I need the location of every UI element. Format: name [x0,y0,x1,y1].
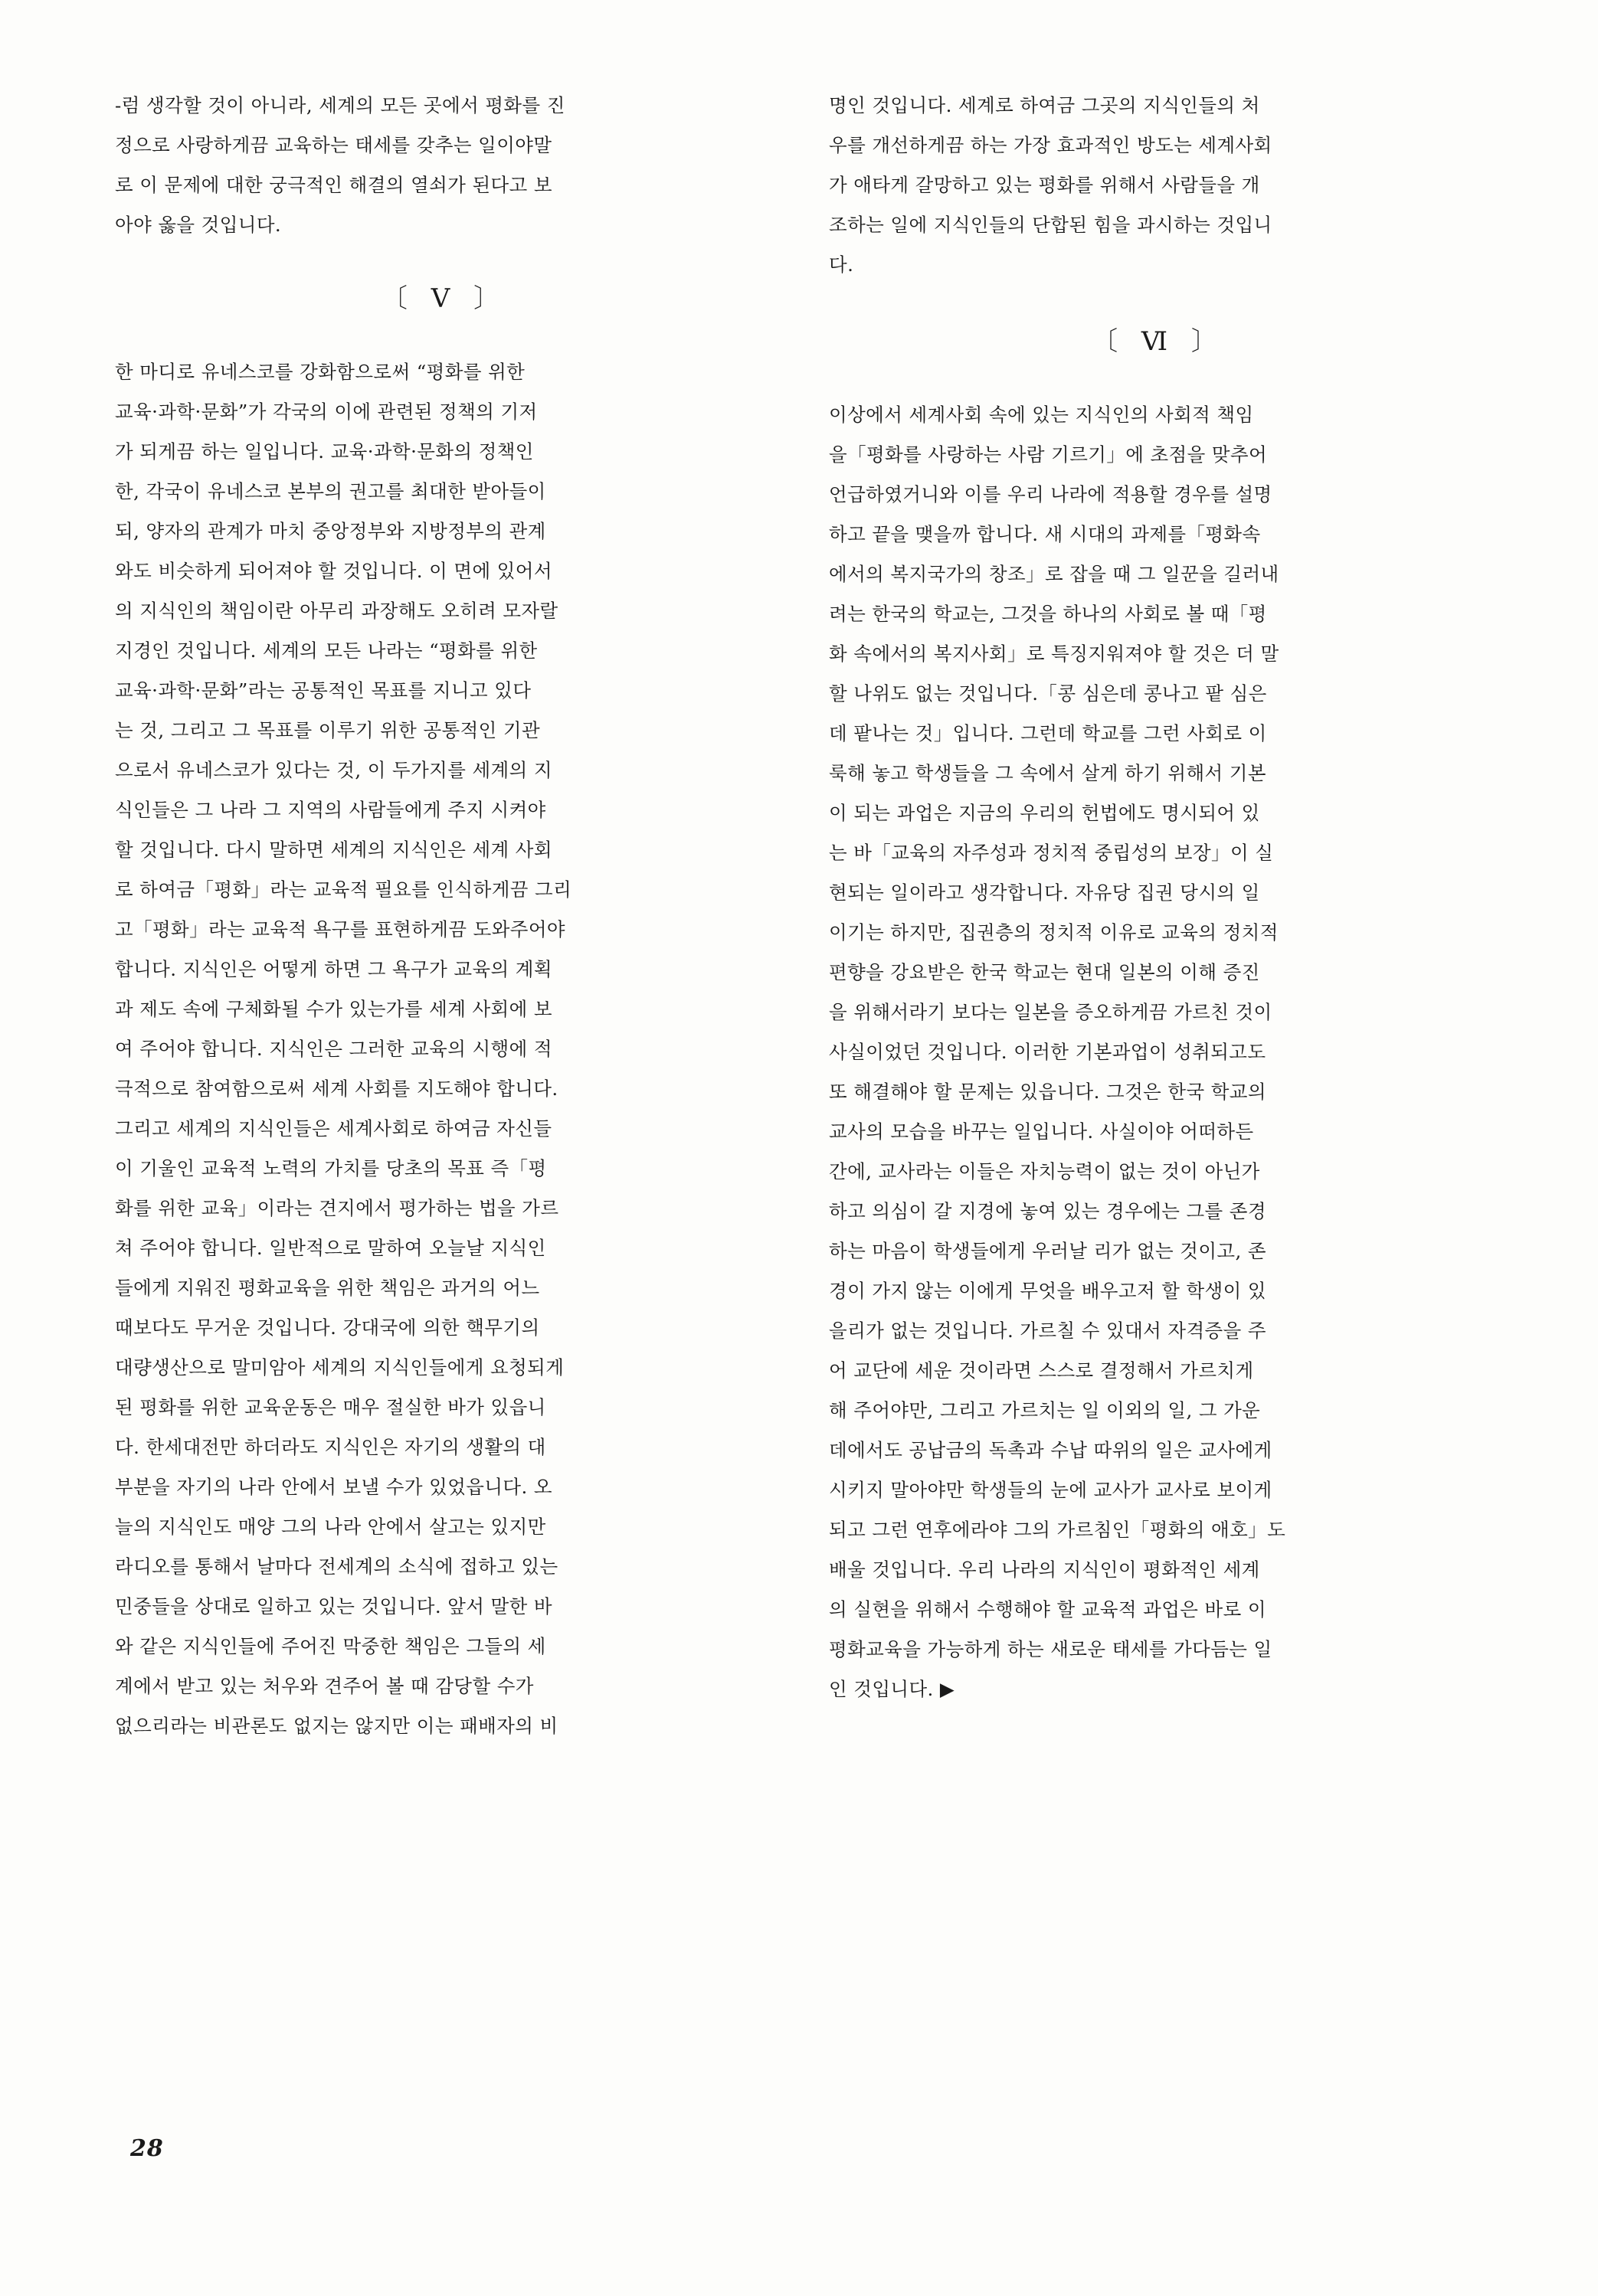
right-intro-paragraph [829,86,1488,285]
left-column [115,86,774,1746]
text-line: 정으로 사랑하게끔 교육하는 태세를 갖추는 일이야말 [115,134,552,156]
text-line: 되고 그런 연후에라야 그의 가르침인「평화의 애호」도 [829,1519,1286,1541]
text-line: 또 해결해야 할 문제는 있읍니다. 그것은 한국 학교의 [829,1081,1266,1103]
text-line: 다. 한세대전만 하더라도 지식인은 자기의 생활의 대 [115,1436,546,1458]
text-line: 합니다. 지식인은 어떻게 하면 그 욕구가 교육의 계획 [115,958,552,980]
text-line: 들에게 지워진 평화교육을 위한 책임은 과거의 어느 [115,1277,540,1299]
text-line: 민중들을 상대로 일하고 있는 것입니다. 앞서 말한 바 [115,1595,552,1617]
text-line: 부분을 자기의 나라 안에서 보낼 수가 있었읍니다. 오 [115,1476,552,1498]
text-line: 하는 마음이 학생들에게 우러날 리가 없는 것이고, 존 [829,1240,1266,1262]
text-line: 명인 것입니다. 세계로 하여금 그곳의 지식인들의 처 [829,94,1260,116]
text-line: 에서의 복지국가의 창조」로 잡을 때 그 일꾼을 길러내 [829,563,1279,585]
text-line: 는 바「교육의 자주성과 정치적 중립성의 보장」이 실 [829,842,1274,864]
text-line: 때보다도 무거운 것입니다. 강대국에 의한 핵무기의 [115,1316,540,1339]
text-line: 사실이었던 것입니다. 이러한 기본과업이 성취되고도 [829,1041,1266,1063]
text-line: 을「평화를 사랑하는 사람 기르기」에 초점을 맞추어 [829,443,1268,466]
text-line: 극적으로 참여함으로써 세계 사회를 지도해야 합니다. [115,1078,558,1100]
text-line: 지경인 것입니다. 세계의 모든 나라는 “평화를 위한 [115,639,538,662]
text-line: 로 이 문제에 대한 궁극적인 해결의 열쇠가 된다고 보 [115,174,552,196]
text-line: 평화교육을 가능하게 하는 새로운 태세를 가다듬는 일 [829,1638,1272,1660]
text-line: 인 것입니다. ▶ [829,1678,955,1700]
text-line: 의 지식인의 책임이란 아무리 과장해도 오히려 모자랄 [115,600,558,622]
text-line: 계에서 받고 있는 처우와 견주어 볼 때 감당할 수가 [115,1675,534,1697]
text-line: 현되는 일이라고 생각합니다. 자유당 집권 당시의 일 [829,881,1260,904]
text-line: 화를 위한 교육」이라는 견지에서 평가하는 법을 가르 [115,1197,559,1219]
text-line: 식인들은 그 나라 그 지역의 사람들에게 주지 시켜야 [115,799,546,821]
left-intro-paragraph [115,86,774,245]
text-line: 이 되는 과업은 지금의 우리의 헌법에도 명시되어 있 [829,802,1260,824]
text-line: 교육·과학·문화”라는 공통적인 목표를 지니고 있다 [115,679,532,702]
section-v-paragraph [115,352,774,1746]
text-line: 하고 의심이 갈 지경에 놓여 있는 경우에는 그를 존경 [829,1200,1266,1222]
section-heading-v: 〔 V 〕 [381,283,508,314]
text-line: 하고 끝을 맺을까 합니다. 새 시대의 과제를「평화속 [829,523,1261,545]
text-line: 된 평화를 위한 교육운동은 매우 절실한 바가 있읍니 [115,1396,546,1418]
text-line: 을 위해서라기 보다는 일본을 증오하게끔 가르친 것이 [829,1001,1272,1023]
text-line: 어 교단에 세운 것이라면 스스로 결정해서 가르치게 [829,1359,1254,1382]
text-line: 해 주어야만, 그리고 가르치는 일 이외의 일, 그 가운 [829,1399,1261,1421]
text-line: 간에, 교사라는 이들은 자치능력이 없는 것이 아닌가 [829,1160,1260,1182]
text-line: 는 것, 그리고 그 목표를 이루기 위한 공통적인 기관 [115,719,541,741]
text-line: 교사의 모습을 바꾸는 일입니다. 사실이야 어떠하든 [829,1120,1254,1143]
text-line: 려는 한국의 학교는, 그것을 하나의 사회로 볼 때「평 [829,603,1267,625]
text-line: 그리고 세계의 지식인들은 세계사회로 하여금 자신들 [115,1117,552,1140]
section-heading-vi: 〔 Ⅵ 〕 [1092,326,1225,357]
text-line: 조하는 일에 지식인들의 단합된 힘을 과시하는 것입니 [829,214,1272,236]
text-line: 라디오를 통해서 날마다 전세계의 소식에 접하고 있는 [115,1555,558,1578]
text-line: 데에서도 공납금의 독촉과 수납 따위의 일은 교사에게 [829,1439,1272,1461]
text-line: 편향을 강요받은 한국 학교는 현대 일본의 이해 증진 [829,961,1260,983]
text-line: 한 마디로 유네스코를 강화함으로써 “평화를 위한 [115,361,526,383]
text-line: 이 기울인 교육적 노력의 가치를 당초의 목표 즉「평 [115,1157,547,1179]
text-line: 이상에서 세계사회 속에 있는 지식인의 사회적 책임 [829,404,1254,426]
text-line: 우를 개선하게끔 하는 가장 효과적인 방도는 세계사회 [829,134,1272,156]
text-line: 할 것입니다. 다시 말하면 세계의 지식인은 세계 사회 [115,839,552,861]
text-line: 과 제도 속에 구체화될 수가 있는가를 세계 사회에 보 [115,998,552,1020]
text-line: 한, 각국이 유네스코 본부의 권고를 최대한 받아들이 [115,480,546,502]
text-line: 고「평화」라는 교육적 욕구를 표현하게끔 도와주어야 [115,918,565,940]
text-line: 다. [829,253,854,276]
text-line: 을리가 없는 것입니다. 가르칠 수 있대서 자격증을 주 [829,1320,1266,1342]
right-column [829,86,1488,1709]
text-line: 시키지 말아야만 학생들의 눈에 교사가 교사로 보이게 [829,1479,1272,1501]
text-line: 화 속에서의 복지사회」로 특징지워져야 할 것은 더 말 [829,643,1279,665]
text-line: 아야 옳을 것입니다. [115,214,282,236]
text-line: 할 나위도 없는 것입니다.「콩 심은데 콩나고 팥 심은 [829,682,1267,705]
text-line: 여 주어야 합니다. 지식인은 그러한 교육의 시행에 적 [115,1038,552,1060]
text-line: 늘의 지식인도 매양 그의 나라 안에서 살고는 있지만 [115,1516,546,1538]
text-line: 되, 양자의 관계가 마치 중앙정부와 지방정부의 관계 [115,520,546,542]
text-line: 로 하여금「평화」라는 교육적 필요를 인식하게끔 그리 [115,878,572,901]
text-line: 대량생산으로 말미암아 세계의 지식인들에게 요청되게 [115,1356,565,1379]
text-line: -럼 생각할 것이 아니라, 세계의 모든 곳에서 평화를 진 [115,94,565,116]
text-line: 가 되게끔 하는 일입니다. 교육·과학·문화의 정책인 [115,440,534,463]
text-line: 의 실현을 위해서 수행해야 할 교육적 과업은 바로 이 [829,1598,1266,1621]
text-line: 으로서 유네스코가 있다는 것, 이 두가지를 세계의 지 [115,759,552,781]
page-number: 28 [130,2135,164,2162]
text-line: 교육·과학·문화”가 각국의 이에 관련된 정책의 기저 [115,401,538,423]
section-vi-paragraph [829,395,1488,1709]
text-line: 배울 것입니다. 우리 나라의 지식인이 평화적인 세계 [829,1558,1260,1581]
text-line: 룩해 놓고 학생들을 그 속에서 살게 하기 위해서 기본 [829,762,1266,784]
text-line: 와도 비슷하게 되어져야 할 것입니다. 이 면에 있어서 [115,560,552,582]
text-line: 없으리라는 비관론도 없지는 않지만 이는 패배자의 비 [115,1715,558,1737]
text-line: 데 팥나는 것」입니다. 그런데 학교를 그런 사회로 이 [829,722,1267,744]
text-line: 쳐 주어야 합니다. 일반적으로 말하여 오늘날 지식인 [115,1237,546,1259]
text-line: 경이 가지 않는 이에게 무엇을 배우고저 할 학생이 있 [829,1280,1266,1302]
text-line: 언급하였거니와 이를 우리 나라에 적용할 경우를 설명 [829,483,1272,505]
text-line: 와 같은 지식인들에 주어진 막중한 책임은 그들의 세 [115,1635,546,1657]
text-line: 가 애타게 갈망하고 있는 평화를 위해서 사람들을 개 [829,174,1260,196]
text-line: 이기는 하지만, 집권층의 정치적 이유로 교육의 정치적 [829,921,1279,944]
